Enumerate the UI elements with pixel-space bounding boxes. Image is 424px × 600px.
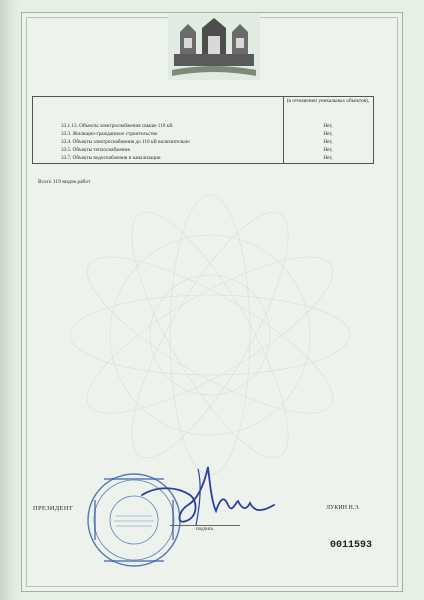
total-works-text: Всего 119 видов работ (38, 179, 91, 185)
page-fold-shadow (0, 0, 20, 600)
signature-label: подпись (196, 527, 214, 532)
table-row (33, 147, 373, 154)
signer-name: ЛУКИН Н.Э. (326, 505, 360, 511)
row-name: 33.5. Объекты теплоснабжения (61, 147, 130, 153)
header-note: (в отношении уникальных объектов), (286, 98, 370, 104)
row-value: Нет, (323, 131, 333, 137)
table-row (33, 131, 373, 138)
president-label: ПРЕЗИДЕНТ (33, 505, 74, 512)
row-name: 33.3. Жилищно-гражданское строительство (61, 131, 158, 137)
signature-line (170, 525, 240, 526)
handwritten-signature (138, 455, 278, 535)
row-value: Нет, (323, 123, 333, 129)
row-name: 33.7. Объекты водоснабжения и канализации (61, 155, 161, 161)
row-name: 33.1.13. Объекты электроснабжения свыше 110 кВ (61, 123, 173, 129)
row-value: Нет, (323, 139, 333, 145)
row-value: Нет, (323, 155, 333, 161)
row-name: 33.4. Объекты электроснабжения до 110 кВ включительно (61, 139, 190, 145)
row-value: Нет, (323, 147, 333, 153)
table-row (33, 139, 373, 146)
table-row (33, 123, 373, 130)
serial-number: 0011593 (330, 540, 373, 551)
guilloche-rosette (60, 170, 360, 500)
work-types-table (32, 96, 374, 164)
table-row (33, 155, 373, 162)
emblem-logo (168, 14, 260, 80)
